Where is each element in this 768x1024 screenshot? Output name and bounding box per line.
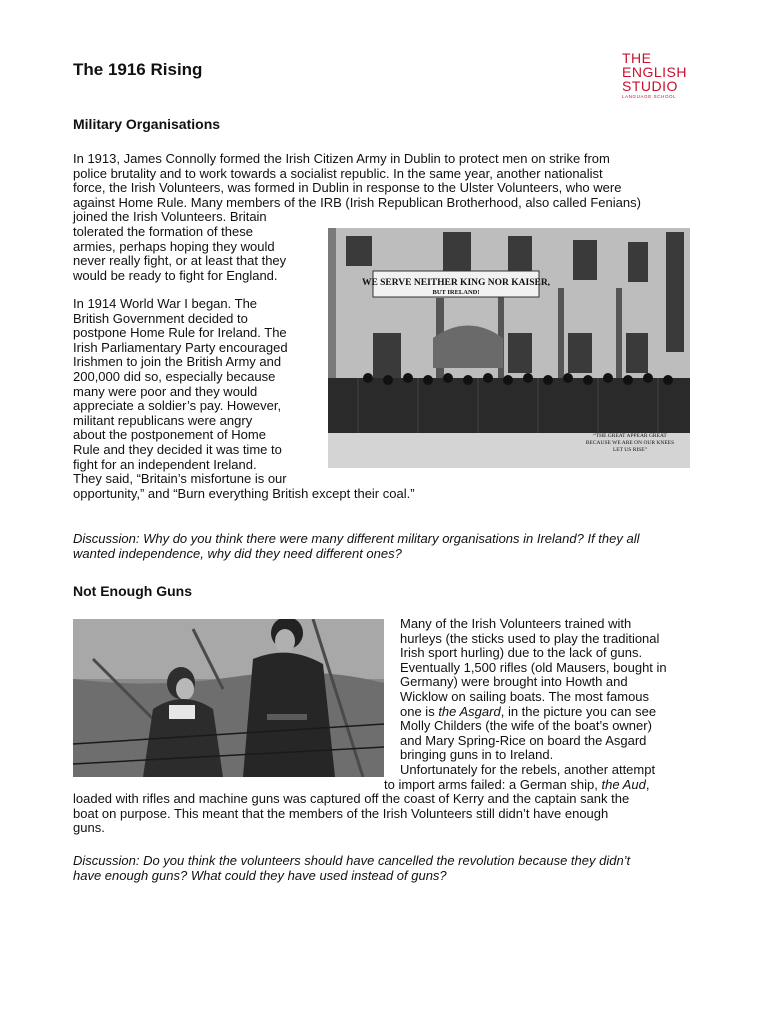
logo-line: STUDIO	[622, 78, 678, 94]
text-line: many were poor and they would	[73, 383, 258, 399]
text-line: Molly Childers (the wife of the boat’s owner)	[400, 718, 652, 734]
text-line: militant republicans were angry	[73, 412, 253, 428]
text-line: Discussion: Do you think the volunteers should have cancelled the revolution because they didn’t	[73, 853, 631, 868]
section-heading-guns: Not Enough Guns	[73, 583, 192, 599]
section-heading-military: Military Organisations	[73, 116, 221, 132]
text-line: Unfortunately for the rebels, another attempt	[400, 761, 656, 777]
text-line: Irishmen to join the British Army and	[73, 354, 282, 370]
photo-liberty-hall	[328, 228, 690, 468]
text-line: have enough guns? What could they have used instead of guns?	[73, 867, 447, 883]
brand-logo	[622, 51, 712, 99]
text-line: hurleys (the sticks used to play the traditional	[400, 630, 660, 646]
text-line: and Mary Spring-Rice on board the Asgard	[400, 732, 647, 748]
text-line: boat on purpose. This meant that the members of the Irish Volunteers still didn’t have enough	[73, 805, 609, 821]
logo-line: THE	[622, 50, 652, 66]
text-line: joined the Irish Volunteers. Britain	[73, 209, 267, 225]
text-line: In 1914 World War I began. The	[73, 296, 258, 311]
text-line: fight for an independent Ireland.	[73, 456, 257, 472]
text-line: 200,000 did so, especially because	[73, 368, 276, 384]
text-line: wanted independence, why did they need different ones?	[73, 545, 402, 561]
text-line: Irish Parliamentary Party encouraged	[73, 339, 288, 355]
text-line: Rule and they decided it was time to	[73, 441, 282, 457]
text-line: bringing guns in to Ireland.	[400, 747, 554, 763]
text-line: tolerated the formation of these	[73, 223, 253, 239]
text-line: armies, perhaps hoping they would	[73, 238, 275, 254]
text-line: Wicklow on sailing boats. The most famous	[400, 688, 650, 704]
text-line: would be ready to fight for England.	[73, 267, 278, 283]
banner-text-bottom: BUT IRELAND!	[432, 289, 480, 296]
text-line: loaded with rifles and machine guns was captured off the coast of Kerry and the captain sank the	[73, 791, 630, 807]
discussion-guns	[73, 854, 630, 883]
text-line-with-italic: to import arms failed: a German ship, the Aud,	[384, 776, 650, 792]
text-line: Discussion: Why do you think there were many different military organisations in Ireland? If they all	[73, 531, 640, 546]
text-line: Many of the Irish Volunteers trained with	[400, 616, 632, 631]
banner-text-top: WE SERVE NEITHER KING NOR KAISER,	[361, 278, 551, 288]
italic-ship-name: the Aud	[601, 776, 646, 792]
discussion-military	[73, 532, 639, 561]
text-line: British Government decided to	[73, 310, 248, 326]
text-line: Germany) were brought into Howth and	[400, 674, 628, 690]
text-line: force, the Irish Volunteers, was formed in Dublin in response to the Ulster Volunteers, who were	[73, 180, 622, 196]
text-line: guns.	[73, 820, 105, 836]
text-line: about the postponement of Home	[73, 427, 266, 443]
text-line: Irish sport hurling) due to the lack of guns.	[400, 645, 643, 661]
text-line: Eventually 1,500 rifles (old Mausers, bought in	[400, 659, 667, 675]
photo-caption-line: BECAUSE WE ARE ON OUR KNEES	[585, 440, 675, 446]
photo-caption-line: LET US RISE”	[612, 447, 648, 453]
text-line: never really fight, or at least that they	[73, 253, 287, 269]
logo-subtitle: LANGUAGE SCHOOL	[622, 94, 677, 99]
text-line: against Home Rule. Many members of the IRB (Irish Republican Brotherhood, also called Fenians)	[73, 194, 641, 210]
text-line: opportunity,” and “Burn everything British except their coal.”	[73, 485, 415, 501]
text-line: They said, “Britain’s misfortune is our	[73, 471, 287, 487]
text-line: appreciate a soldier’s pay. However,	[73, 398, 282, 414]
italic-ship-name: the Asgard	[438, 703, 501, 719]
logo-line: ENGLISH	[622, 64, 687, 80]
text-line: police brutality and to work towards a socialist republic. In the same year, another nationalist	[73, 165, 603, 181]
text-line-with-italic: one is the Asgard, in the picture you can see	[400, 703, 657, 719]
paragraph-guns	[73, 617, 667, 836]
page-title: The 1916 Rising	[73, 60, 203, 79]
photo-caption-line: “THE GREAT APPEAR GREAT	[593, 433, 667, 439]
text-line: In 1913, James Connolly formed the Irish Citizen Army in Dublin to protect men on strike from	[73, 151, 610, 166]
text-line: postpone Home Rule for Ireland. The	[73, 325, 287, 341]
